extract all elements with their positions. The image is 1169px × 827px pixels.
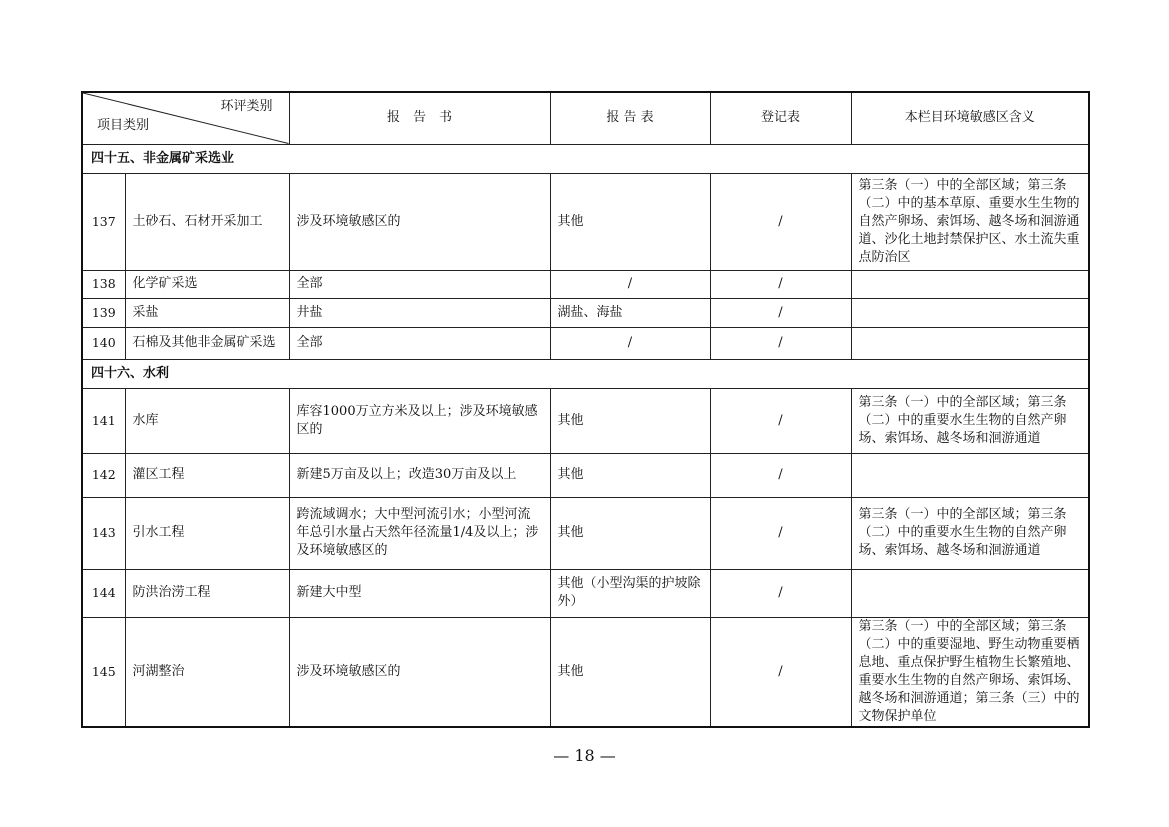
report-book-cell: 跨流域调水；大中型河流引水；小型河流年总引水量占天然年径流量1/4及以上；涉及环境敏感区的 (289, 497, 550, 569)
corner-header-cell (82, 92, 289, 144)
section-row (82, 144, 1089, 173)
report-book-cell: 涉及环境敏感区的 (289, 173, 550, 270)
report-form-cell: / (550, 327, 710, 359)
table-row (82, 453, 1089, 497)
row-number: 142 (82, 453, 125, 497)
report-form-cell: 其他 (550, 453, 710, 497)
report-book-cell: 涉及环境敏感区的 (289, 617, 550, 727)
project-name: 水库 (125, 388, 289, 453)
report-book-cell: 库容1000万立方米及以上；涉及环境敏感区的 (289, 388, 550, 453)
report-form-cell: / (550, 270, 710, 298)
registration-cell: / (710, 327, 851, 359)
header-sensitive-area: 本栏目环境敏感区含义 (851, 92, 1089, 144)
registration-cell: / (710, 497, 851, 569)
project-name: 引水工程 (125, 497, 289, 569)
table-row (82, 327, 1089, 359)
sensitive-area-cell (851, 569, 1089, 617)
registration-cell: / (710, 617, 851, 727)
registration-cell: / (710, 173, 851, 270)
report-form-cell: 其他 (550, 497, 710, 569)
registration-cell: / (710, 298, 851, 327)
row-number: 143 (82, 497, 125, 569)
report-book-cell: 新建5万亩及以上；改造30万亩及以上 (289, 453, 550, 497)
sensitive-area-cell: 第三条（一）中的全部区域；第三条（二）中的基本草原、重要水生生物的自然产卵场、索饵场、越冬场和洄游通道、沙化土地封禁保护区、水土流失重点防治区 (851, 173, 1089, 270)
report-book-cell: 井盐 (289, 298, 550, 327)
sensitive-area-cell: 第三条（一）中的全部区域；第三条（二）中的重要湿地、野生动物重要栖息地、重点保护野生植物生长繁殖地、重要水生生物的自然产卵场、索饵场、越冬场和洄游通道；第三条（三）中的文物保护单位 (851, 617, 1089, 727)
project-name: 灌区工程 (125, 453, 289, 497)
project-name: 石棉及其他非金属矿采选 (125, 327, 289, 359)
registration-cell: / (710, 453, 851, 497)
header-report-form: 报 告 表 (550, 92, 710, 144)
report-form-cell: 其他 (550, 617, 710, 727)
corner-bottom-label: 项目类别 (97, 117, 150, 133)
report-book-cell: 全部 (289, 270, 550, 298)
sensitive-area-cell: 第三条（一）中的全部区域；第三条（二）中的重要水生生物的自然产卵场、索饵场、越冬场和洄游通道 (851, 497, 1089, 569)
row-number: 145 (82, 617, 125, 727)
project-name: 土砂石、石材开采加工 (125, 173, 289, 270)
report-form-cell: 湖盐、海盐 (550, 298, 710, 327)
table-row (82, 173, 1089, 270)
regulation-table (81, 91, 1090, 728)
table-row (82, 617, 1089, 727)
report-book-cell: 新建大中型 (289, 569, 550, 617)
corner-top-label: 环评类别 (220, 99, 273, 114)
section-row (82, 359, 1089, 388)
table-row (82, 497, 1089, 569)
section-title-46: 四十六、水利 (82, 359, 1089, 388)
header-report-book: 报 告 书 (289, 92, 550, 144)
project-name: 防洪治涝工程 (125, 569, 289, 617)
sensitive-area-cell: 第三条（一）中的全部区域；第三条（二）中的重要水生生物的自然产卵场、索饵场、越冬场和洄游通道 (851, 388, 1089, 453)
table-row (82, 298, 1089, 327)
registration-cell: / (710, 270, 851, 298)
page-number: — 18 — (553, 746, 616, 765)
report-book-cell: 全部 (289, 327, 550, 359)
table-row (82, 388, 1089, 453)
project-name: 采盐 (125, 298, 289, 327)
sensitive-area-cell (851, 298, 1089, 327)
registration-cell: / (710, 388, 851, 453)
row-number: 138 (82, 270, 125, 298)
table-row (82, 569, 1089, 617)
project-name: 化学矿采选 (125, 270, 289, 298)
header-registration: 登记表 (710, 92, 851, 144)
table-row (82, 270, 1089, 298)
row-number: 137 (82, 173, 125, 270)
sensitive-area-cell (851, 327, 1089, 359)
row-number: 139 (82, 298, 125, 327)
header-row (82, 92, 1089, 144)
report-form-cell: 其他 (550, 173, 710, 270)
project-name: 河湖整治 (125, 617, 289, 727)
section-title-45: 四十五、非金属矿采选业 (82, 144, 1089, 173)
report-form-cell: 其他 (550, 388, 710, 453)
row-number: 144 (82, 569, 125, 617)
row-number: 141 (82, 388, 125, 453)
sensitive-area-cell (851, 453, 1089, 497)
row-number: 140 (82, 327, 125, 359)
report-form-cell: 其他（小型沟渠的护坡除外） (550, 569, 710, 617)
registration-cell: / (710, 569, 851, 617)
sensitive-area-cell (851, 270, 1089, 298)
